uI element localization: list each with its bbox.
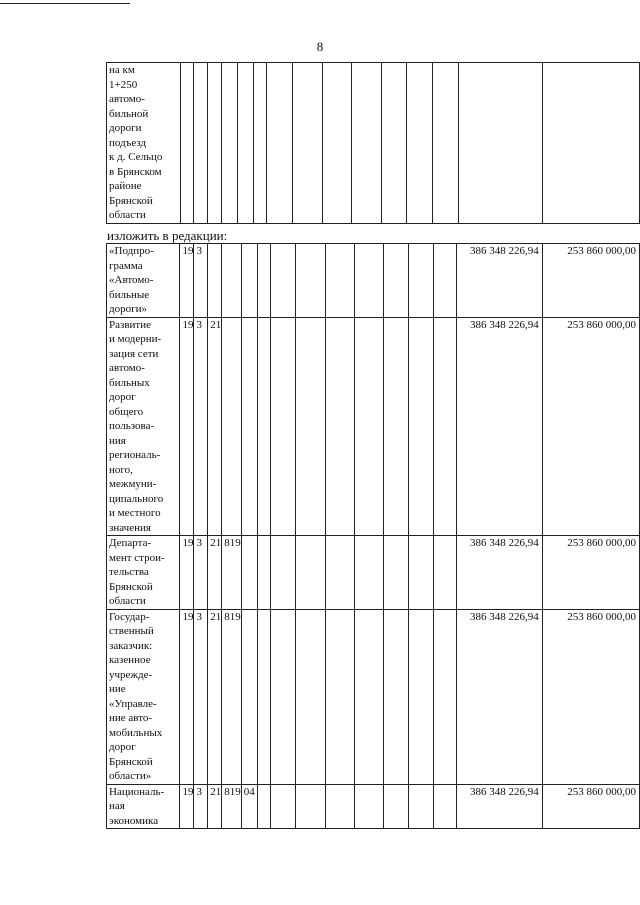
code-cell (257, 784, 271, 829)
code-cell (296, 244, 325, 318)
code-cell (408, 536, 433, 610)
code-cell (354, 317, 383, 536)
code-cell (293, 63, 323, 224)
code-cell: 21 (208, 536, 222, 610)
code-cell (222, 244, 242, 318)
amount-cell: 253 860 000,00 (542, 609, 639, 784)
table-top-body (107, 63, 640, 224)
code-cell: 19 (180, 244, 194, 318)
code-cell (433, 244, 456, 318)
row-label: Государ- ственный заказчик: казенное учрежде- ние «Управле- ние авто- мобильных дорог Брянской области» (107, 609, 180, 784)
amount-cell: 386 348 226,94 (457, 784, 543, 829)
code-cell: 3 (194, 317, 208, 536)
code-cell (325, 536, 354, 610)
amount-cell (543, 63, 640, 224)
code-cell (241, 317, 257, 536)
instruction-text: изложить в редакции: (107, 228, 228, 243)
code-cell (354, 609, 383, 784)
amount-cell: 386 348 226,94 (457, 317, 543, 536)
amount-cell: 386 348 226,94 (457, 609, 543, 784)
code-cell: 19 (180, 317, 194, 536)
code-cell (271, 609, 296, 784)
code-cell (433, 536, 456, 610)
code-cell: 21 (208, 609, 222, 784)
code-cell (408, 609, 433, 784)
code-cell (325, 244, 354, 318)
code-cell: 19 (180, 536, 194, 610)
code-cell (194, 63, 208, 224)
code-cell (241, 536, 257, 610)
code-cell (180, 63, 194, 224)
code-cell (208, 63, 222, 224)
code-cell (383, 784, 408, 829)
code-cell (354, 536, 383, 610)
code-cell: 819 (222, 536, 242, 610)
amount-cell: 386 348 226,94 (457, 244, 543, 318)
amount-cell: 253 860 000,00 (542, 244, 639, 318)
table-bottom-body (107, 244, 640, 829)
code-cell (433, 784, 456, 829)
amount-cell: 253 860 000,00 (542, 317, 639, 536)
code-cell: 3 (194, 784, 208, 829)
row-label: на км 1+250 автомо- бильной дороги подъезд к д. Сельцо в Брянском районе Брянской области (107, 63, 181, 224)
code-cell (407, 63, 433, 224)
amount-cell: 253 860 000,00 (542, 784, 639, 829)
row-label: Развитие и модерни- зация сети автомо- бильных дорог общего пользова- ния региональ- ного, межмуни- ципального и местного значения (107, 317, 180, 536)
table-row (107, 784, 640, 829)
code-cell: 04 (241, 784, 257, 829)
code-cell (322, 63, 352, 224)
top-rule (0, 3, 130, 4)
code-cell (257, 536, 271, 610)
code-cell (271, 317, 296, 536)
code-cell (433, 609, 456, 784)
code-cell (408, 784, 433, 829)
code-cell (325, 609, 354, 784)
code-cell (208, 244, 222, 318)
code-cell (354, 244, 383, 318)
code-cell (325, 317, 354, 536)
code-cell: 19 (180, 609, 194, 784)
code-cell: 819 (222, 784, 242, 829)
code-cell: 3 (194, 536, 208, 610)
code-cell (383, 536, 408, 610)
code-cell (271, 784, 296, 829)
amount-cell: 253 860 000,00 (542, 536, 639, 610)
table-bottom (106, 243, 640, 829)
table-row (107, 244, 640, 318)
amount-cell (458, 63, 543, 224)
code-cell: 19 (180, 784, 194, 829)
code-cell (257, 244, 271, 318)
code-cell (354, 784, 383, 829)
table-row (107, 536, 640, 610)
code-cell (381, 63, 407, 224)
code-cell (257, 609, 271, 784)
code-cell: 3 (194, 609, 208, 784)
code-cell: 3 (194, 244, 208, 318)
code-cell: 819 (222, 609, 242, 784)
code-cell (271, 244, 296, 318)
code-cell: 21 (208, 784, 222, 829)
code-cell (222, 317, 242, 536)
row-label: Националь- ная экономика (107, 784, 180, 829)
code-cell (383, 317, 408, 536)
table-top (106, 62, 640, 224)
code-cell (383, 244, 408, 318)
code-cell (241, 609, 257, 784)
code-cell (267, 63, 293, 224)
code-cell (408, 244, 433, 318)
table-row (107, 63, 640, 224)
code-cell (383, 609, 408, 784)
page-number: 8 (316, 39, 324, 54)
code-cell (296, 536, 325, 610)
code-cell (432, 63, 458, 224)
code-cell: 21 (208, 317, 222, 536)
code-cell (253, 63, 267, 224)
code-cell (271, 536, 296, 610)
code-cell (296, 317, 325, 536)
code-cell (325, 784, 354, 829)
code-cell (237, 63, 253, 224)
code-cell (222, 63, 238, 224)
table-row (107, 317, 640, 536)
code-cell (296, 784, 325, 829)
code-cell (257, 317, 271, 536)
code-cell (408, 317, 433, 536)
row-label: Департа- мент строи- тельства Брянской области (107, 536, 180, 610)
code-cell (433, 317, 456, 536)
table-row (107, 609, 640, 784)
code-cell (241, 244, 257, 318)
code-cell (296, 609, 325, 784)
code-cell (352, 63, 382, 224)
amount-cell: 386 348 226,94 (457, 536, 543, 610)
row-label: «Подпро- грамма «Автомо- бильные дороги» (107, 244, 180, 318)
